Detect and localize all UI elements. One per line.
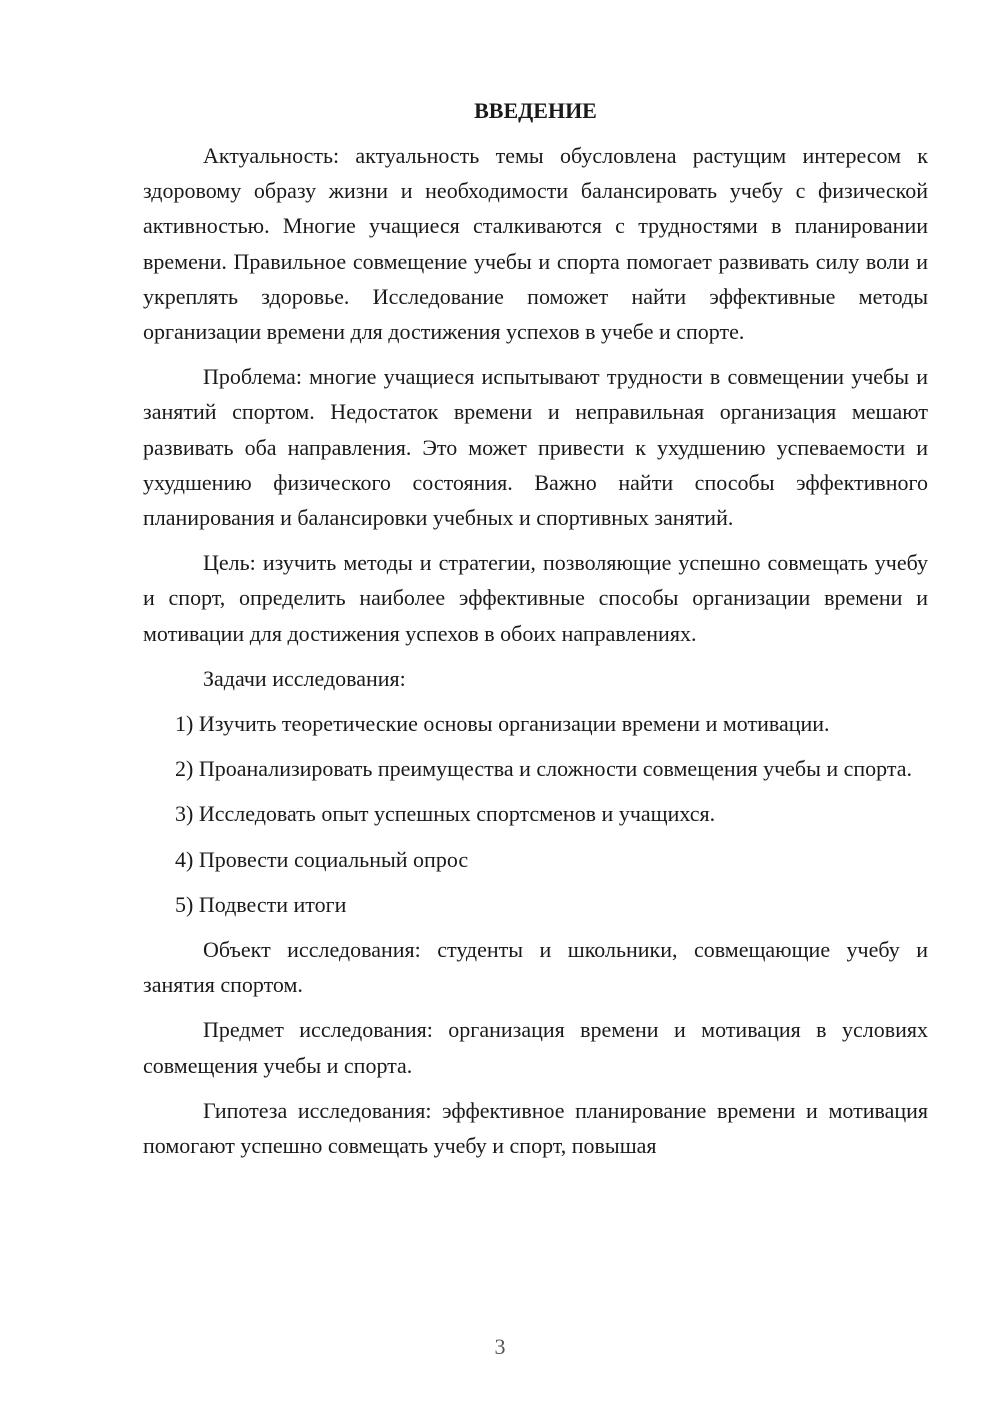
relevance-paragraph: Актуальность: актуальность темы обусловлена растущим интересом к здоровому образу жизни и необходимости балансировать учебу с физической активностью. Многие учащиеся сталкиваются с трудностями в планировании времени. Правильное совмещение учебы и спорта помогает развивать силу воли и укреплять здоровье. Исследование поможет найти эффективные методы организации времени для достижения успехов в учебе и спорте. [143,143,928,345]
task-item-2: 2) Проанализировать преимущества и сложности совмещения учебы и спорта. [175,756,913,782]
task-item-3: 3) Исследовать опыт успешных спортсменов и учащихся. [175,801,716,827]
section-title: ВВЕДЕНИЕ [474,98,597,123]
page-number: 3 [494,1334,506,1359]
page-content [143,93,928,1173]
task-item-1: 1) Изучить теоретические основы организации времени и мотивации. [175,711,830,737]
tasks-heading: Задачи исследования: [203,665,406,691]
goal-paragraph: Цель: изучить методы и стратегии, позволяющие успешно совмещать учебу и спорт, определить наиболее эффективные способы организации времени и мотивации для достижения успехов в обоих направлениях. [143,550,928,646]
problem-paragraph: Проблема: многие учащиеся испытывают трудности в совмещении учебы и занятий спортом. Недостаток времени и неправильная организация мешают развивать оба направления. Это может привести к ухудшению успеваемости и ухудшению физического состояния. Важно найти способы эффективного планирования и балансировки учебных и спортивных занятий. [143,364,928,531]
hypothesis-paragraph: Гипотеза исследования: эффективное планирование времени и мотивация помогают успешно совмещать учебу и спорт, повышая [143,1097,928,1159]
subject-paragraph: Предмет исследования: организация времени и мотивация в условиях совмещения учебы и спорта. [143,1017,928,1078]
object-paragraph: Объект исследования: студенты и школьники, совмещающие учебу и занятия спортом. [143,937,928,998]
task-item-4: 4) Провести социальный опрос [175,846,469,872]
task-item-5: 5) Подвести итоги [175,891,347,917]
